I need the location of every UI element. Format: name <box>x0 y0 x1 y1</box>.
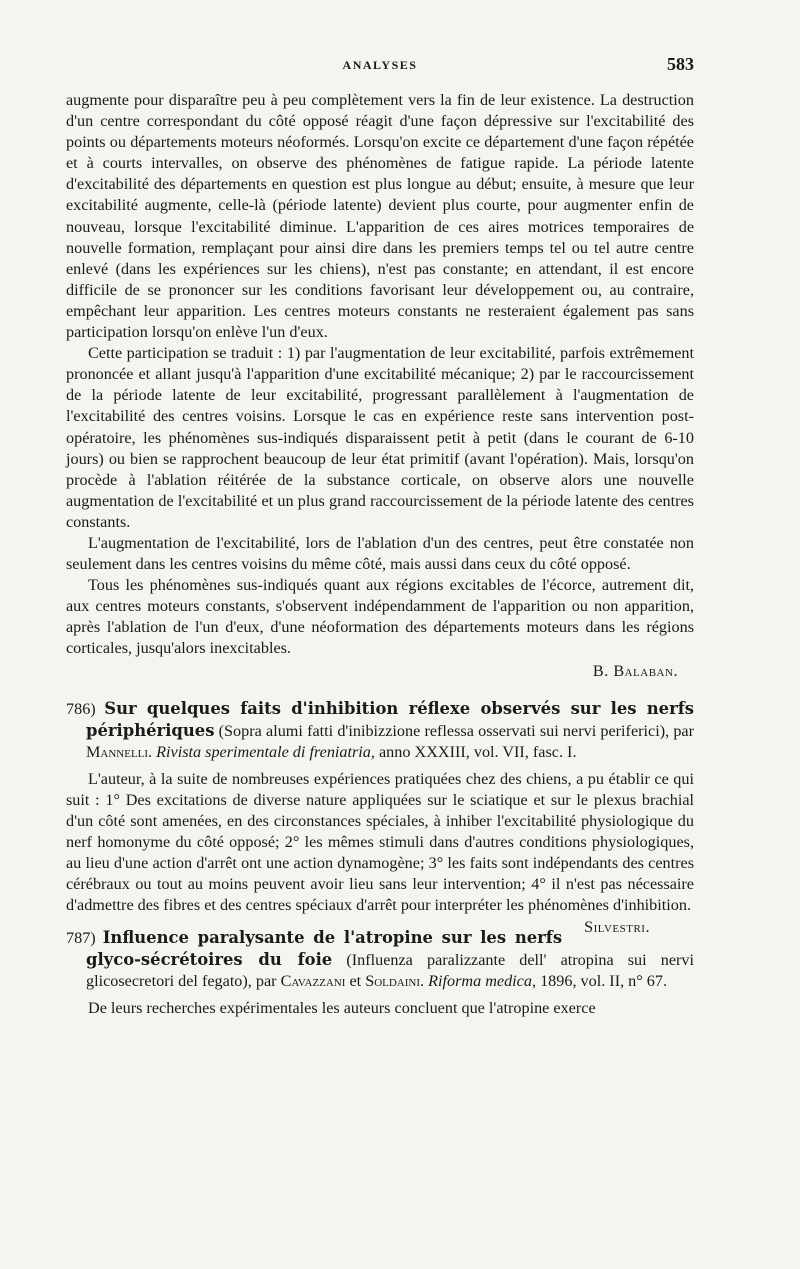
entry-conjunction: et <box>349 971 362 990</box>
entry-author: Cavazzani <box>280 971 346 990</box>
page-number: 583 <box>667 54 694 74</box>
entry-signature: Silvestri. <box>584 917 650 936</box>
entry-title: Sur quelques faits d'inhibition réflexe observés sur les nerfs périphériques <box>86 698 695 740</box>
entry-details: anno XXXIII, vol. VII, fasc. I. <box>379 742 577 761</box>
entry-details: 1896, vol. II, n° 67. <box>540 971 668 990</box>
entry-786-heading <box>66 698 694 763</box>
entry-number: 786) <box>66 699 96 718</box>
entry-author: Mannelli. <box>86 742 153 761</box>
entry-translation: (Influenza paralizzante dell' atropina sui nervi glicosecretori del fegato), par <box>86 950 695 990</box>
paragraph: Tous les phénomènes sus-indiqués quant aux régions excitables de l'écorce, autrement dit, aux centres moteurs constants, s'observent indépendamment de l'apparition ou non apparition, après l'ablation de l'un d'eux, d'une néoformation des départements moteurs dans les régions corticales, jusqu'alors inexcitables. <box>66 576 694 658</box>
running-head: ANALYSES <box>342 58 418 72</box>
paragraph: L'augmentation de l'excitabilité, lors de l'ablation d'un des centres, peut être constatée non seulement dans les centres voisins du même côté, mais aussi dans ceux du côté opposé. <box>66 533 694 574</box>
author-signature: B. Balaban. <box>592 661 678 680</box>
entry-author: Soldaini. <box>365 971 425 990</box>
entry-translation: (Sopra alumi fatti d'inibizzione reflessa osservati sui nervi periferici), par <box>218 721 695 740</box>
entry-journal: Rivista sperimentale di freniatria, <box>156 742 375 761</box>
paragraph-continued: augmente pour disparaître peu à peu complètement vers la fin de leur existence. La destruction d'un centre correspondant du côté opposé réagit d'une façon dépressive sur l'excitabilité des points ou départements moteurs néoformés. Lorsqu'on excite ce département d'une façon répétée et à courts intervalles, on observe des phénomènes de fatigue rapide. La période latente d'excitabilité des départements en question est plus longue au début; ensuite, à mesure que leur excitabilité augmente, celle-là (période latente) devient plus courte, pour augmenter enfin de nouveau, lorsque l'excitabilité diminue. L'apparition de ces aires motrices temporaires de nouvelle formation, remplaçant pour ainsi dire dans les premiers temps tel ou tel autre centre enlevé (dans les expériences sur les chiens), n'est pas constante; en attendant, il est encore difficile de se prononcer sur les conditions favorisant leur développement ou, au contraire, empêchant leur apparition. Les centres moteurs constants ne resteraient également pas sans participation lorsqu'on enlève l'un d'eux. <box>66 91 694 342</box>
paragraph: Cette participation se traduit : 1) par l'augmentation de leur excitabilité, parfois extrêmement prononcée et allant jusqu'à l'apparition d'une excitabilité mécanique; 2) par le raccourcissement de la période latente de leur excitabilité, progressant parallèlement à l'augmentation de l'excitabilité des centres voisins. Lorsque le cas en expérience reste sans intervention post-opératoire, les phénomènes sus-indiqués disparaissent petit à petit (dans le courant de 6-10 jours) ou bien se rapprochent beaucoup de leur état primitif (avant l'opération). Mais, lorsqu'on procède à l'ablation réitérée de la substance corticale, on observe alors une nouvelle augmentation de l'excitabilité et un plus grand raccourcissement de la période latente des centres constants. <box>66 344 694 531</box>
entry-787-body: De leurs recherches expérimentales les auteurs concluent que l'atropine exerce <box>88 998 596 1017</box>
entry-body-text: L'auteur, à la suite de nombreuses expériences pratiquées chez des chiens, a pu établir ce qui suit : 1° Des excitations de diverse nature appliquées sur le sciatique et sur le plexus brachial d'un côté sont amenées, en des circonstances spéciales, à inhiber l'excitabilité physiologique du nerf homonyme du côté opposé; 2° les mêmes stimuli dans d'autres conditions physiologiques, au lieu d'une action d'arrêt ont une action dynamogène; 3° les faits sont indépendants des centres cérébraux ou tout au moins peuvent avoir lieu sans leur intervention; 4° il n'est pas nécessaire d'admettre des fibres et des centres spéciaux d'arrêt pour interpréter les phénomènes d'inhibition. <box>66 769 694 915</box>
article-body <box>66 90 694 1019</box>
entry-title: Influence paralysante de l'atropine sur les nerfs glyco-sécrétoires du foie <box>86 927 563 969</box>
entry-786-body <box>66 769 694 936</box>
entry-journal: Riforma medica, <box>428 971 537 990</box>
page-header <box>66 56 694 80</box>
entry-number: 787) <box>66 928 96 947</box>
